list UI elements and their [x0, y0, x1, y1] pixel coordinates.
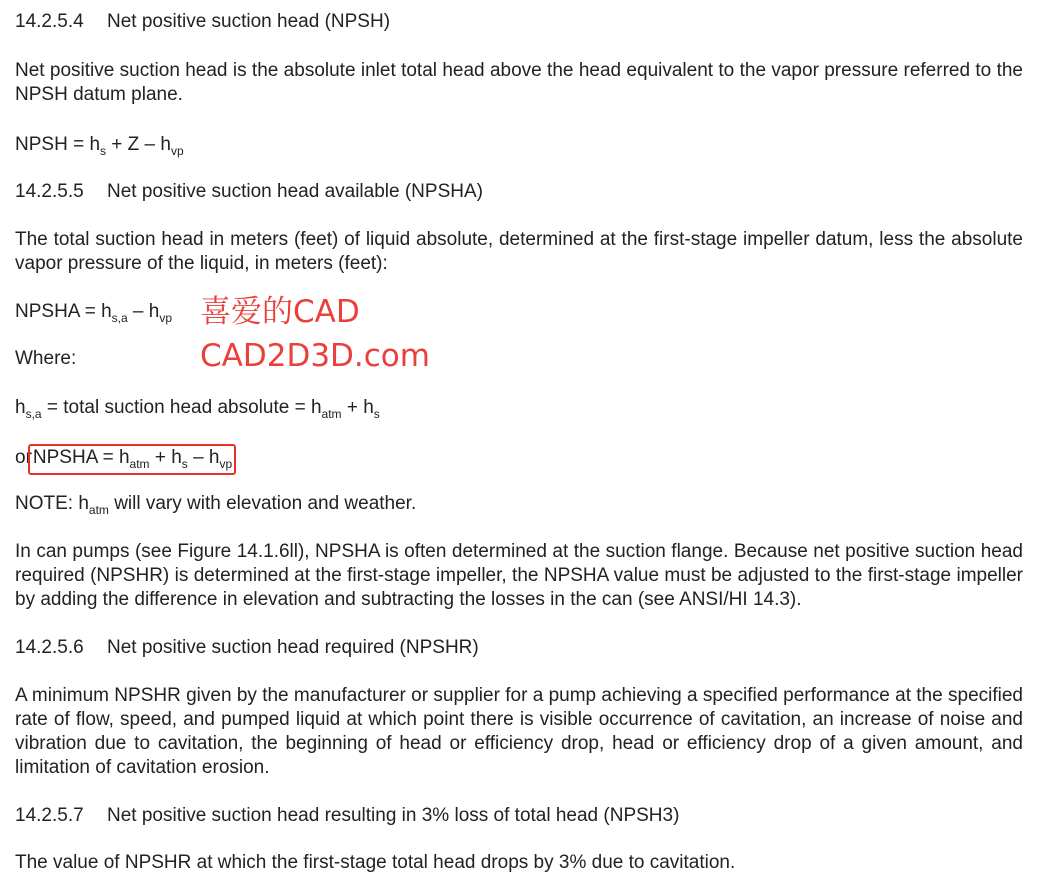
paragraph-npsha-definition: The total suction head in meters (feet) of liquid absolute, determined at the first-stage impeller datum, less the absolute vapor pressure of the liquid, in meters (feet):: [15, 229, 1023, 274]
section-title: Net positive suction head (NPSH): [107, 11, 391, 32]
eq-text: NPSHA = h: [15, 301, 112, 322]
paragraph-npsh3-definition: The value of NPSHR at which the first-stage total head drops by 3% due to cavitation.: [15, 852, 736, 873]
section-number: 14.2.5.6: [15, 637, 84, 658]
where-label: Where:: [15, 348, 77, 369]
note-text: NOTE: h: [15, 493, 89, 514]
eq-subscript: atm: [129, 457, 150, 471]
equation-npsha-expanded: [15, 444, 236, 475]
equation-hsa: [15, 396, 380, 420]
eq-subscript: vp: [170, 144, 184, 158]
paragraph-npsh-definition: Net positive suction head is the absolute inlet total head above the head equivalent to the vapor pressure referred to the NPSH datum plane.: [15, 60, 1023, 105]
eq-text: NPSH = h: [15, 134, 101, 155]
section-title: Net positive suction head required (NPSHR): [107, 637, 479, 658]
highlight-box: [28, 444, 236, 475]
equation-npsha: [15, 300, 172, 324]
eq-subscript: s,a: [111, 311, 128, 325]
watermark-line-1: 喜爱的CAD: [200, 294, 360, 330]
section-number: 14.2.5.5: [15, 181, 84, 202]
section-heading-npsh: [15, 10, 390, 34]
paragraph-npshr-definition: A minimum NPSHR given by the manufacturer or supplier for a pump achieving a specified performance at the specified rate of flow, speed, and pumped liquid at which point there is visible occurrence of cavitation, an increase of noise and vibration due to cavitation, the beginning of head or efficiency drop, head or efficiency drop of a given amount, and limitation of cavitation erosion.: [15, 685, 1023, 778]
paragraph-can-pumps: In can pumps (see Figure 14.1.6ll), NPSHA is often determined at the suction flange. Because net positive suction head required (NPSHR) is determined at the first-stage impeller, the NPSHA value must be adjusted to the first-stage impeller by adding the difference in elevation and subtracting the losses in the can (see ANSI/HI 14.3).: [15, 541, 1023, 610]
section-heading-npsh3: [15, 804, 679, 828]
section-heading-npsha: [15, 180, 483, 204]
eq-subscript: s: [181, 457, 188, 471]
section-number: 14.2.5.4: [15, 11, 84, 32]
eq-subscript: atm: [88, 503, 109, 517]
eq-text: h: [15, 397, 26, 418]
eq-subscript: atm: [321, 407, 342, 421]
section-heading-npshr: [15, 636, 479, 660]
eq-subscript: s: [373, 407, 380, 421]
eq-text: + h: [341, 397, 374, 418]
eq-text: + h: [149, 447, 182, 468]
equation-npsh: [15, 133, 184, 157]
eq-subscript: vp: [159, 311, 173, 325]
eq-text: NPSHA = h: [32, 447, 130, 468]
eq-subscript: s,a: [25, 407, 42, 421]
section-title: Net positive suction head available (NPSHA): [107, 181, 483, 202]
eq-text: – h: [127, 301, 160, 322]
note-text: will vary with elevation and weather.: [108, 493, 417, 514]
section-title: Net positive suction head resulting in 3% loss of total head (NPSH3): [107, 805, 680, 826]
eq-text: + Z – h: [106, 134, 171, 155]
note-hatm: [15, 492, 416, 516]
eq-text: = total suction head absolute = h: [41, 397, 322, 418]
watermark-line-2: CAD2D3D.com: [200, 338, 430, 374]
eq-text: – h: [187, 447, 220, 468]
eq-subscript: vp: [219, 457, 233, 471]
eq-text: or: [15, 447, 32, 468]
section-number: 14.2.5.7: [15, 805, 84, 826]
eq-subscript: s: [100, 144, 107, 158]
